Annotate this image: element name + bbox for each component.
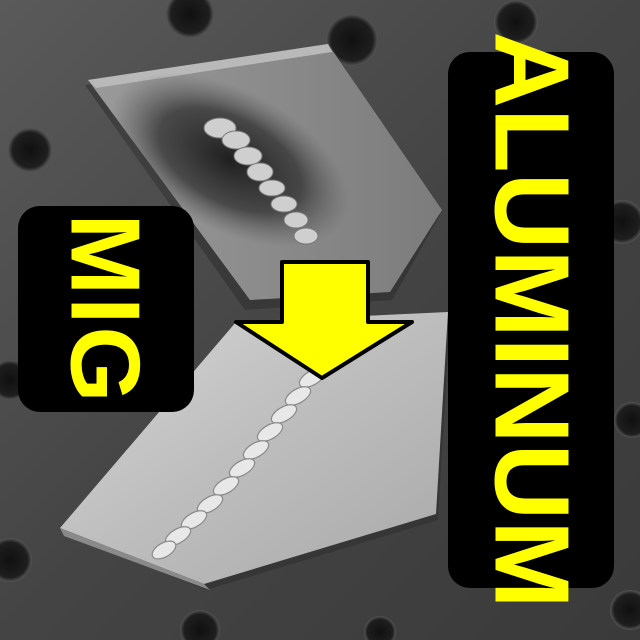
- mig-label: MIG: [51, 213, 161, 405]
- mig-label-box: [18, 206, 194, 412]
- aluminum-label-box: [448, 31, 614, 609]
- aluminum-label: ALUMINUM: [472, 31, 590, 609]
